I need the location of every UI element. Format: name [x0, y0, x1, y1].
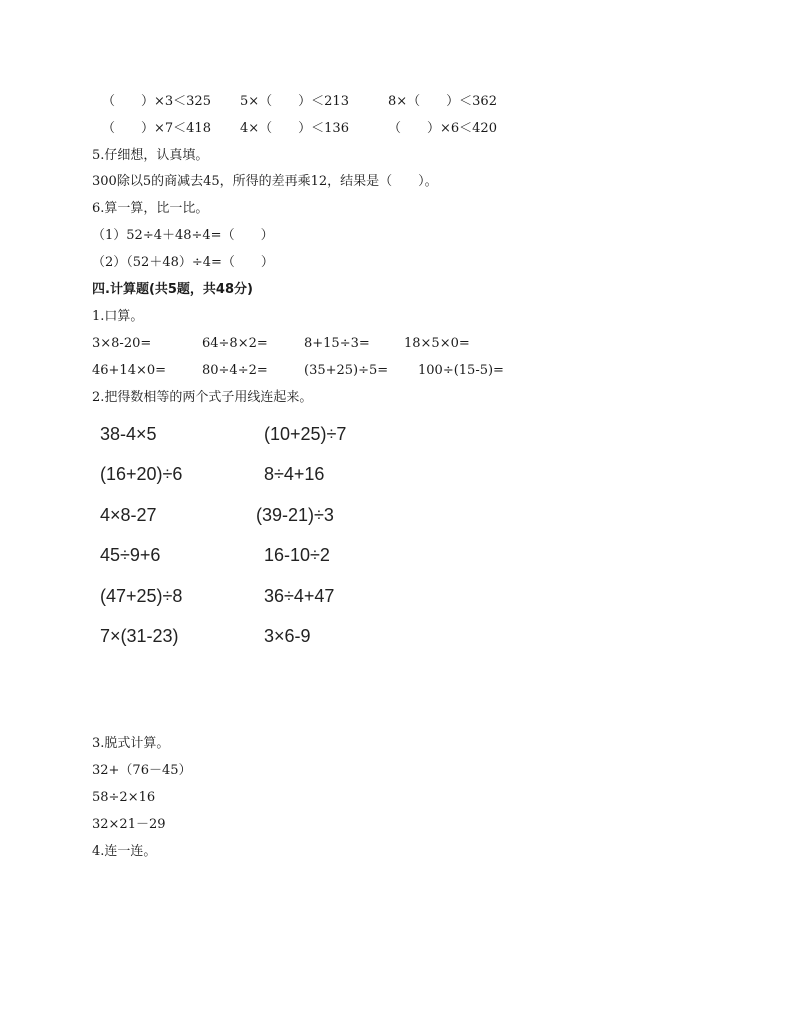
match-right-3: (39-21)÷3 — [256, 505, 334, 525]
oral-calc-item: 8+15÷3= — [304, 336, 370, 351]
match-left-1: 38-4×5 — [100, 424, 157, 444]
q5-title: 5.仔细想，认真填。 — [92, 148, 209, 163]
match-left-3: 4×8-27 — [100, 505, 157, 525]
match-left-6: 7×(31-23) — [100, 626, 179, 646]
match-left-2: (16+20)÷6 — [100, 464, 183, 484]
calc2-title: 2.把得数相等的两个式子用线连起来。 — [92, 390, 313, 405]
calc3-item-3: 32×21－29 — [92, 817, 166, 832]
match-right-5: 36÷4+47 — [264, 586, 335, 606]
match-right-4: 16-10÷2 — [264, 545, 330, 565]
oral-calc-item: 100÷(15-5)= — [418, 363, 504, 378]
oral-calc-item: 64÷8×2= — [202, 336, 268, 351]
match-right-6: 3×6-9 — [264, 626, 311, 646]
section-title: 四.计算题(共5题，共48分) — [92, 282, 253, 297]
calc1-title: 1.口算。 — [92, 309, 144, 324]
calc3-title: 3.脱式计算。 — [92, 736, 170, 751]
calc3-item-1: 32+（76－45） — [92, 763, 192, 778]
oral-calc-item: 46+14×0= — [92, 363, 167, 378]
q5-text: 300除以5的商减去45，所得的差再乘12，结果是（ ）。 — [92, 174, 438, 189]
oral-calc-item: 3×8-20= — [92, 336, 152, 351]
inequality: 4×（ ）＜136 — [240, 121, 349, 136]
q6-item-2: （2）（52＋48）÷4=（ ） — [92, 255, 274, 270]
oral-calc-item: (35+25)÷5= — [304, 363, 389, 378]
oral-calc-item: 80÷4÷2= — [202, 363, 268, 378]
match-right-1: (10+25)÷7 — [264, 424, 347, 444]
match-left-5: (47+25)÷8 — [100, 586, 183, 606]
inequality: 5×（ ）＜213 — [240, 94, 349, 109]
q6-title: 6.算一算，比一比。 — [92, 201, 209, 216]
match-left-4: 45÷9+6 — [100, 545, 161, 565]
inequality: （ ）×3＜325 — [102, 94, 211, 109]
match-right-2: 8÷4+16 — [264, 464, 325, 484]
oral-calc-item: 18×5×0= — [404, 336, 470, 351]
inequality: （ ）×6＜420 — [388, 121, 497, 136]
q6-item-1: （1）52÷4＋48÷4=（ ） — [92, 228, 274, 243]
inequality: （ ）×7＜418 — [102, 121, 211, 136]
calc4-title: 4.连一连。 — [92, 844, 157, 859]
calc3-item-2: 58÷2×16 — [92, 790, 156, 805]
inequality: 8×（ ）＜362 — [388, 94, 497, 109]
